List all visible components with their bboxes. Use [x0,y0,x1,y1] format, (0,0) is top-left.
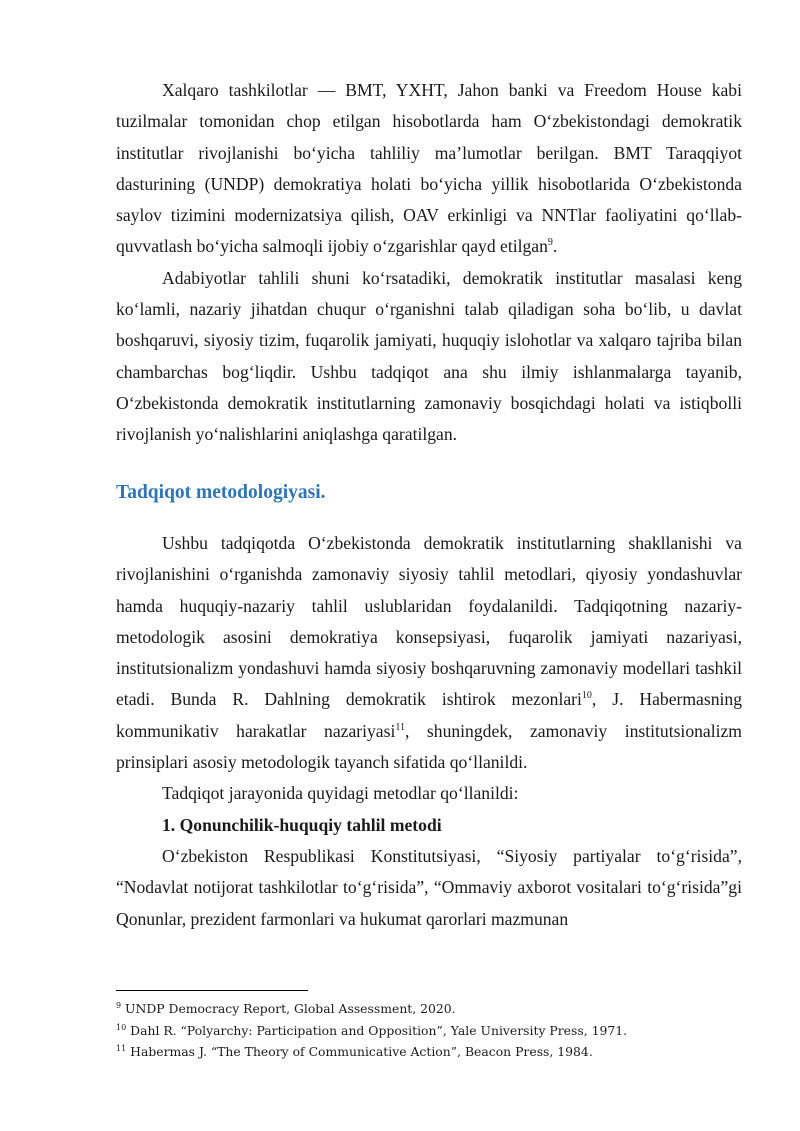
footnote-number: 9 [116,1001,122,1010]
footnote-number: 11 [116,1044,127,1053]
section-heading: Tadqiqot metodologiyasi. [116,482,326,503]
footnote-number: 10 [116,1022,127,1032]
footnote-ref-11[interactable]: 11 [395,721,405,733]
paragraph-methodology-basis: Ushbu tadqiqotda O‘zbekistonda demokratik institutlarning shakllanishi va rivojlanishini o‘rganishda zamonaviy siyosiy tahlil metodlari, qiyosiy yondashuvlar hamda huquqiy-nazariy tahlil uslublaridan foydalanildi. Tadqiqotning nazariy-metodologik asosini demokratiya konsepsiyasi, fuqarolik jamiyati nazariyasi, institutsionalizm yondashuvi hamda siyosiy boshqaruvning zamonaviy modellari tashkil etadi. Bunda R. Dahlning demokratik ishtirok mezonlari$^{10}$, J. Habermasning kommunikativ harakatlar nazariyasi$^{11}$, shuningdek, zamonaviy institutsionalizm prinsiplari asosiy metodologik tayanch sifatida qo‘llanildi. [116,533,742,773]
footnote-ref-10[interactable]: 10 [581,690,592,702]
paragraph-legal-documents: O‘zbekiston Respublikasi Konstitutsiyasi, “Siyosiy partiyalar to‘g‘risida”, “Nodavlat notijorat tashkilotlar to‘g‘risida”, “Ommaviy axborot vositalari to‘g‘risida”gi Qonunlar, prezident farmonlari va hukumat qarorlari mazmunan [116,845,742,929]
footnote-11: $^{11}$ Habermas J. “The Theory of Communicative Action”, Beacon Press, 1984. [116,1044,593,1059]
paragraph-methods-intro: Tadqiqot jarayonida quyidagi metodlar qo‘llanildi: [162,783,519,804]
method-heading-legal-analysis: 1. Qonunchilik-huquqiy tahlil metodi [162,814,442,835]
intro-text-block [116,75,742,451]
paragraph-international-reports: Xalqaro tashkilotlar — BMT, YXHT, Jahon banki va Freedom House kabi tuzilmalar tomonidan chop etilgan hisobotlarda ham O‘zbekistondagi demokratik institutlar rivojlanishi bo‘yicha tahliliy ma’lumotlar berilgan. BMT Taraqqiyot dasturining (UNDP) demokratiya holati bo‘yicha yillik hisobotlarida O‘zbekistonda saylov tizimini modernizatsiya qilish, OAV erkinligi va NNTlar faoliyatini qo‘llab-quvvatlash bo‘yicha salmoqli ijobiy o‘zgarishlar qayd etilgan$^9$. [116,80,742,257]
footnote-divider [116,990,308,991]
paragraph-literature-analysis: Adabiyotlar tahlili shuni ko‘rsatadiki, demokratik institutlar masalasi keng ko‘lamli, nazariy jihatdan chuqur o‘rganishni talab qiladigan soha bo‘lib, u davlat boshqaruvi, siyosiy tizim, fuqarolik jamiyati, huquqiy islohotlar va xalqaro tajriba bilan chambarchas bog‘liqdir. Ushbu tadqiqot ana shu ilmiy ishlanmalarga tayanib, O‘zbekistonda demokratik institutlarning zamonaviy bosqichdagi holati va istiqbolli rivojlanish yo‘nalishlarini aniqlashga qaratilgan. [116,267,742,445]
footnote-ref-9[interactable]: 9 [547,237,553,249]
methodology-text-block [116,528,742,935]
footnote-9: $^9$ UNDP Democracy Report, Global Assessment, 2020. [116,1001,456,1016]
footnote-10: $^{10}$ Dahl R. “Polyarchy: Participation and Opposition”, Yale University Press, 1971. [116,1022,628,1038]
footnotes [116,998,756,1063]
